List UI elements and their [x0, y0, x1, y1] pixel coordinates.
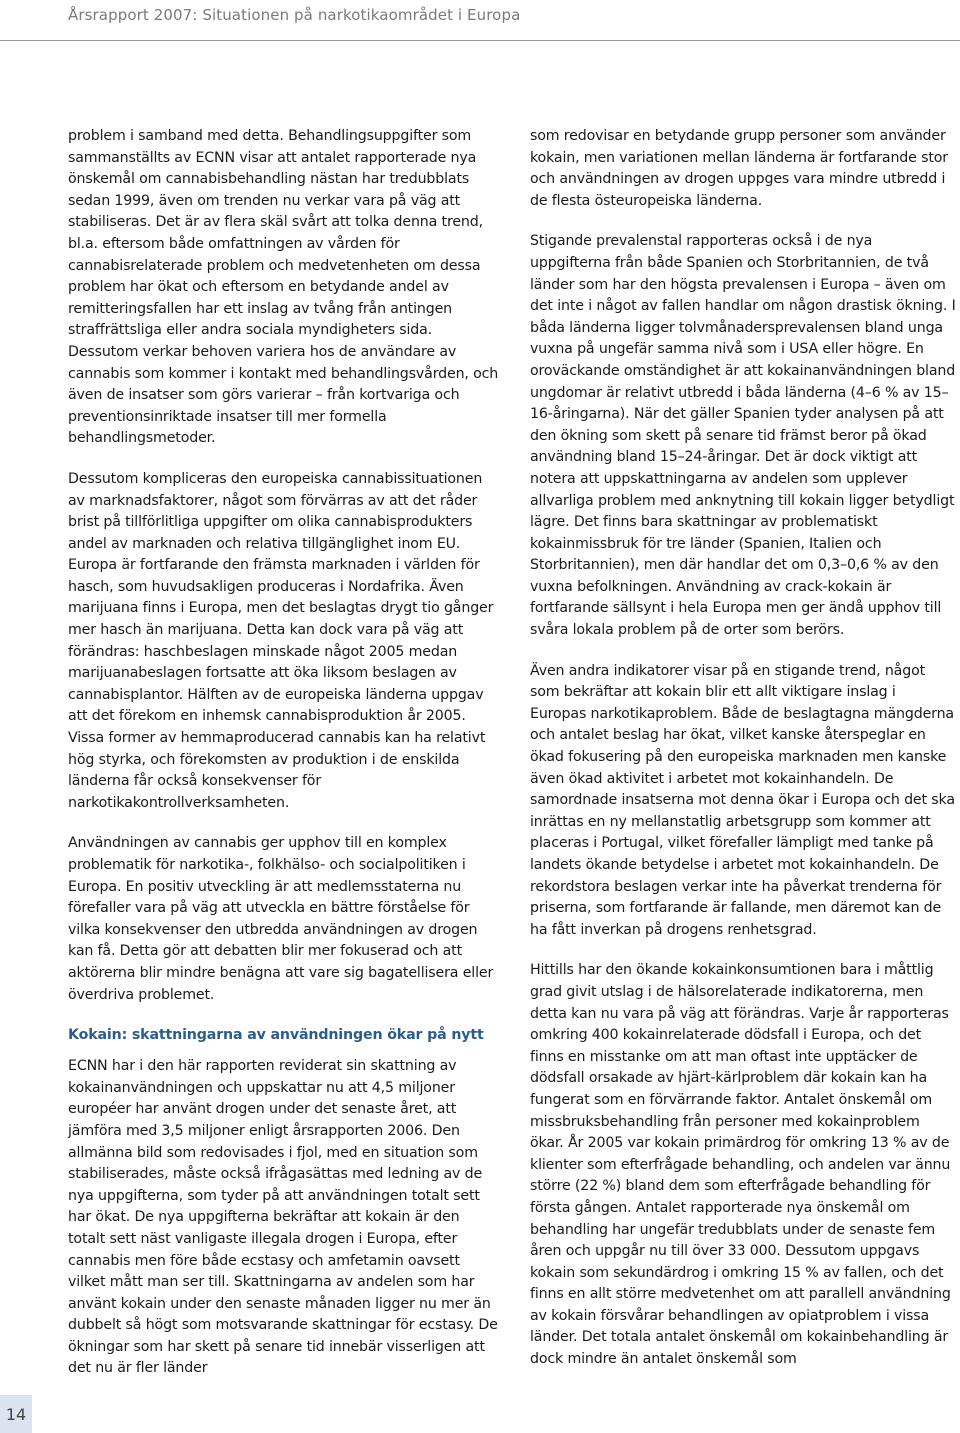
body-paragraph: Stigande prevalenstal rapporteras också i de nya uppgifterna från både Spanien och Storbritannien, de två länder som har den högsta prevalensen i Europa – även om det inte i något av fallen handlar om någon drastisk ökning. I båda länderna ligger tolvmånadersprevalensen bland unga vuxna på ungefär samma nivå som i USA eller högre. En oroväckande omständighet är att kokainanvändningen bland ungdomar är relativt utbredd i båda länderna (4–6 % av 15–16-åringarna). När det gäller Spanien tyder analysen på att den ökning som skett på senare tid främst beror på ökad användning bland 15–24-åringar. Det är dock viktigt att notera att uppskattningarna av andelen som upplever allvarliga problem med anknytning till kokain ligger betydligt lägre. Det finns bara skattningar av problematiskt kokainmissbruk för tre länder (Spanien, Italien och Storbritannien), men där handlar det om 0,3–0,6 % av den vuxna befolkningen. Användning av crack-kokain är fortfarande sällsynt i hela Europa men ger ändå upphov till svåra lokala problem på de orter som berörs.	[530, 233, 956, 639]
right-column	[530, 126, 956, 1390]
section-heading: Kokain: skattningarna av användningen ökar på nytt	[68, 1027, 484, 1044]
header-divider	[0, 40, 960, 41]
body-paragraph: problem i samband med detta. Behandlingsuppgifter som sammanställts av ECNN visar att antalet rapporterade nya önskemål om cannabisbehandling nästan har tredubblats sedan 1999, även om trenden nu verkar vara på väg att stabiliseras. Det är av flera skäl svårt att tolka denna trend, bl.a. eftersom både omfattningen av vården för cannabisrelaterade problem och medvetenheten om dessa problem har ökat och eftersom en betydande andel av remitteringsfallen har ett inslag av tvång från antingen straffrättsliga eller andra sociala myndigheters sida. Dessutom verkar behoven variera hos de användare av cannabis som kommer i kontakt med behandlingsvården, och även de insatser som görs varierar – från kortvariga och preventionsinriktade insatser till mer formella behandlingsmetoder.	[68, 128, 499, 447]
body-paragraph: som redovisar en betydande grupp personer som använder kokain, men variationen mellan länderna är fortfarande stor och användningen av drogen uppges vara mindre utbredd i de flesta östeuropeiska länderna.	[530, 128, 948, 209]
body-paragraph: Hittills har den ökande kokainkonsumtionen bara i måttlig grad givit utslag i de hälsorelaterade indikatorerna, men detta kan nu vara på väg att förändras. Varje år rapporteras omkring 400 kokainrelaterade dödsfall i Europa, och det finns en misstanke om att man oftast inte upptäcker de dödsfall orsakade av hjärt-kärlproblem där kokain kan ha fungerat som en förvärrande faktor. Antalet önskemål om missbruksbehandling från personer med kokainproblem ökar. År 2005 var kokain primärdrog för omkring 13 % av de klienter som efterfrågade behandling, och andelen var ännu större (22 %) bland dem som efterfrågade behandling för första gången. Antalet rapporterade nya önskemål om behandling har ungefär tredubblats under de senaste fem åren och uppgår nu till över 33 000. Dessutom uppgavs kokain som sekundärdrog i omkring 15 % av fallen, och det finns en allt större medvetenhet om att parallell användning av kokain försvårar behandlingen av opiatproblem i vissa länder. Det totala antalet önskemål om kokainbehandling är dock mindre än antalet önskemål som	[530, 962, 951, 1368]
page-number: 14	[0, 1395, 32, 1433]
left-column	[68, 126, 500, 1399]
body-paragraph: ECNN har i den här rapporten reviderat sin skattning av kokainanvändningen och uppskattar nu att 4,5 miljoner européer har använt drogen under det senaste året, att jämföra med 3,5 miljoner enligt årsrapporten 2006. Den allmänna bild som redovisades i fjol, med en situation som stabiliserades, måste också ifrågasättas med ledning av de nya uppgifterna, som tyder på att användningen totalt sett har ökat. De nya uppgifterna bekräftar att kokain är den totalt sett näst vanligaste illegala drogen i Europa, efter cannabis men före både ecstasy och amfetamin oavsett vilket mått man ser till. Skattningarna av andelen som har använt kokain under den senaste månaden ligger nu mer än dubbelt så högt som motsvarande skattningar för ecstasy. De ökningar som har skett på senare tid innebär visserligen att det nu är fler länder	[68, 1058, 498, 1377]
body-paragraph: Användningen av cannabis ger upphov till en komplex problematik för narkotika-, folkhälso- och socialpolitiken i Europa. En positiv utveckling är att medlemsstaterna nu förefaller vara på väg att utveckla en bättre förståelse för vilka konsekvenser den utbredda användningen av drogen kan få. Detta gör att debatten blir mer fokuserad och att aktörerna blir mindre benägna att vare sig bagatellisera eller överdriva problemet.	[68, 835, 494, 1003]
body-paragraph: Även andra indikatorer visar på en stigande trend, något som bekräftar att kokain blir ett allt viktigare inslag i Europas narkotikaproblem. Både de beslagtagna mängderna och antalet beslag har ökat, vilket kanske återspeglar en ökad fokusering på den europeiska marknaden men kanske även ökad aktivitet i arbetet mot kokainhandeln. De samordnade insatserna mot denna ökar i Europa och det ska inrättas en ny mellanstatlig arbetsgrupp som kommer att placeras i Portugal, vilket förefaller lämpligt med tanke på landets ökande betydelse i arbetet mot kokainhandeln. De rekordstora beslagen verkar inte ha påverkat trenderna för priserna, som fortfarande är fallande, men däremot kan de ha fått inverkan på drogens renhetsgrad.	[530, 662, 955, 938]
running-header-title: Årsrapport 2007: Situationen på narkotikaområdet i Europa	[68, 6, 521, 24]
body-paragraph: Dessutom kompliceras den europeiska cannabissituationen av marknadsfaktorer, något som förvärras av att det råder brist på tillförlitliga uppgifter om olika cannabisprodukters andel av marknaden och relativa tillgänglighet inom EU. Europa är fortfarande den främsta marknaden i världen för hasch, som huvudsakligen produceras i Nordafrika. Även marijuana finns i Europa, men det beslagtas drygt tio gånger mer hasch än marijuana. Detta kan dock vara på väg att förändras: haschbeslagen minskade något 2005 medan marijuanabeslagen fortsatte att öka liksom beslagen av cannabisplantor. Hälften av de europeiska länderna uppgav att det förekom en inhemsk cannabisproduktion år 2005. Vissa former av hemmaproducerad cannabis kan ha relativt hög styrka, och förekomsten av produktion i de enskilda länderna får också konsekvenser för narkotikakontrollverksamheten.	[68, 470, 494, 811]
